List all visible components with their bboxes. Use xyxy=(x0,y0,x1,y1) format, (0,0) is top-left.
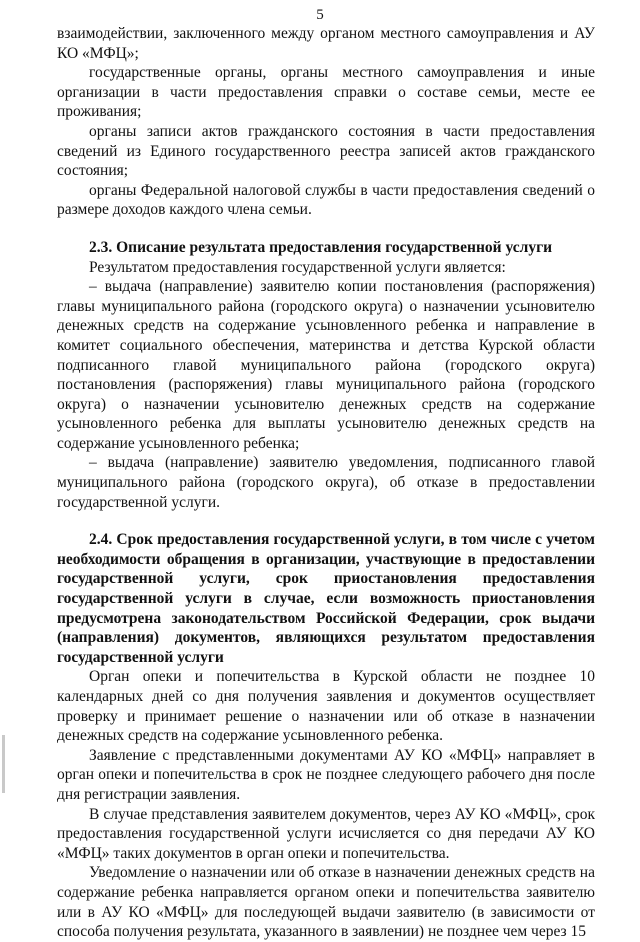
paragraph: Заявление с представленными документами АУ КО «МФЦ» направляет в орган опеки и попечительства в срок не позднее следующего рабочего дня после дня регистрации заявления. xyxy=(57,746,595,803)
document-body xyxy=(57,24,595,942)
section-heading: 2.4. Срок предоставления государственной услуги, в том числе с учетом необходимости обращения в организации, участвующие в предоставлении государственной услуги, срок приостановления предоставления государственной услуги в случае, если возможность приостановления предусмотрена законодательством Российской Федерации, срок выдачи (направления) документов, являющихся результатом предоставления государственной услуги xyxy=(57,531,595,666)
paragraph-spacer xyxy=(57,512,595,530)
paragraph-spacer xyxy=(57,220,595,238)
paragraph: государственные органы, органы местного самоуправления и иные организации в части предоставления справки о составе семьи, месте ее проживания; xyxy=(57,64,595,121)
paragraph: взаимодействии, заключенного между органом местного самоуправления и АУ КО «МФЦ»; xyxy=(57,25,595,62)
margin-mark xyxy=(2,735,5,793)
paragraph: – выдача (направление) заявителю копии постановления (распоряжения) главы муниципального района (городского округа) о назначении усыновителю денежных средств на содержание усыновленного ребенка и направление в комитет социального обеспечения, материнства и детства Курской области подписанного главой муниципального района (городского округа) постановления (распоряжения) главы муниципального района (городского округа) о назначении усыновителю денежных средств на содержание усыновленного ребенка для выплаты усыновителю денежных средств на содержание усыновленного ребенка; xyxy=(57,278,595,452)
paragraph: Результатом предоставления государственной услуги является: xyxy=(89,258,506,276)
paragraph: – выдача (направление) заявителю уведомления, подписанного главой муниципального района (городского округа), об отказе в предоставлении государственной услуги. xyxy=(57,454,595,511)
section-heading: 2.3. Описание результата предоставления государственной услуги xyxy=(89,238,553,256)
paragraph: органы записи актов гражданского состояния в части предоставления сведений из Единого государственного реестра записей актов гражданского состояния; xyxy=(57,122,595,180)
paragraph: Уведомление о назначении или об отказе в назначении денежных средств на содержание ребенка направляется органом опеки и попечительства заявителю или в АУ КО «МФЦ» для последующей выдачи заявителю (в зависимости от способа получения результата, указанного в заявлении) не позднее чем через 15 xyxy=(57,864,595,941)
paragraph: В случае представления заявителем документов, через АУ КО «МФЦ», срок предоставления государственной услуги исчисляется со дня передачи АУ КО «МФЦ» таких документов в орган опеки и попечительства. xyxy=(57,805,595,862)
page-number: 5 xyxy=(316,7,324,23)
paragraph: органы Федеральной налоговой службы в части предоставления сведений о размере доходов каждого члена семьи. xyxy=(57,181,595,219)
paragraph: Орган опеки и попечительства в Курской области не позднее 10 календарных дней со дня получения заявления и документов осуществляет проверку и принимает решение о назначении или об отказе в назначении денежных средств на содержание усыновленного ребенка. xyxy=(57,668,595,745)
